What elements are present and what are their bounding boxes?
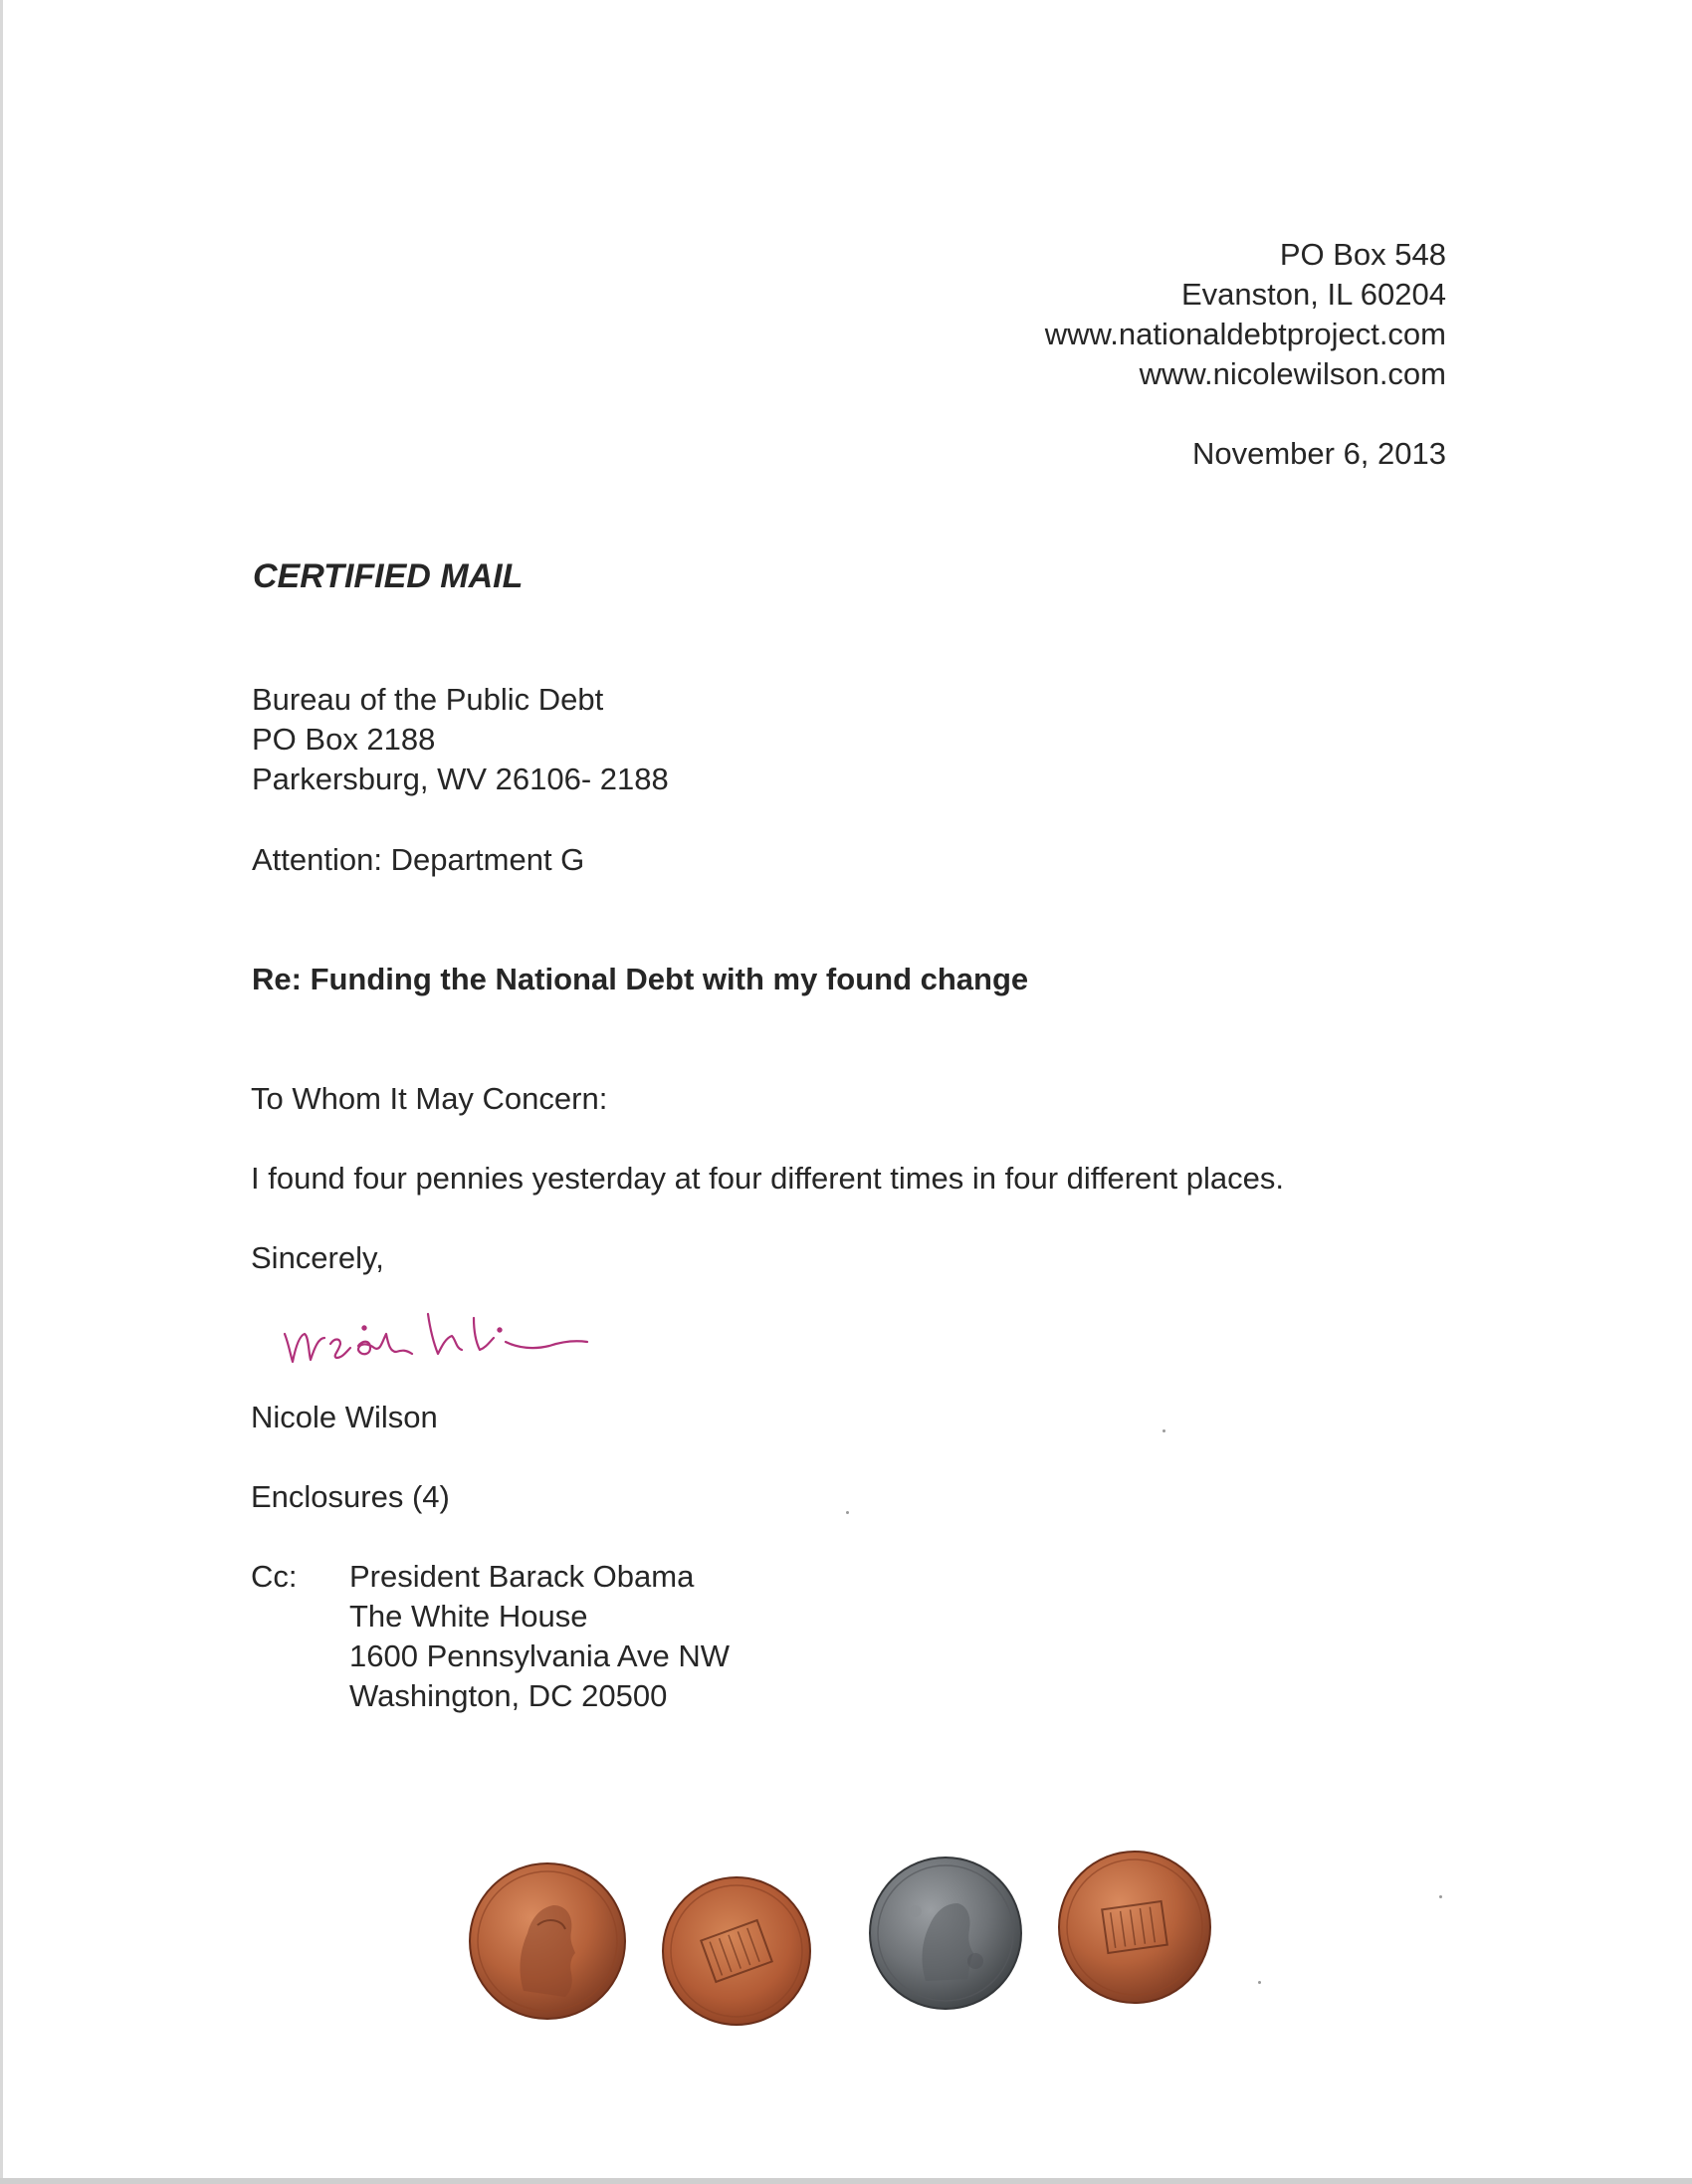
- cc-label: Cc:: [251, 1559, 298, 1594]
- page-bottom-edge: [0, 2178, 1692, 2184]
- sender-line: PO Box 548: [1279, 237, 1446, 272]
- cc-line: 1600 Pennsylvania Ave NW: [349, 1638, 730, 1673]
- penny-tarnished: [870, 1857, 1021, 2009]
- handwritten-signature: [279, 1292, 607, 1372]
- signer-name: Nicole Wilson: [251, 1400, 438, 1434]
- enclosures-note: Enclosures (4): [251, 1479, 450, 1514]
- sender-address: [1045, 235, 1446, 394]
- penny-reverse: [663, 1877, 810, 2025]
- page-left-edge: [0, 0, 3, 2184]
- scan-speck: [1258, 1981, 1261, 1984]
- cc-line: Washington, DC 20500: [349, 1678, 668, 1713]
- sender-website-link[interactable]: www.nicolewilson.com: [1139, 356, 1446, 391]
- salutation: To Whom It May Concern:: [251, 1081, 608, 1116]
- letter-date: November 6, 2013: [1191, 436, 1446, 471]
- enclosed-pennies: [458, 1842, 1234, 2041]
- sender-website-link[interactable]: www.nationaldebtproject.com: [1044, 317, 1446, 351]
- scan-speck: [846, 1511, 849, 1514]
- subject-line: Re: Funding the National Debt with my found change: [252, 962, 1029, 996]
- closing: Sincerely,: [251, 1240, 384, 1275]
- cc-line: President Barack Obama: [349, 1559, 695, 1594]
- recipient-line: PO Box 2188: [252, 722, 436, 757]
- scan-speck: [1163, 1429, 1165, 1432]
- recipient-line: Parkersburg, WV 26106- 2188: [252, 762, 669, 796]
- cc-line: The White House: [349, 1599, 588, 1634]
- penny-reverse: [1059, 1852, 1210, 2003]
- penny-obverse: [470, 1863, 625, 2019]
- recipient-address: [252, 680, 669, 799]
- mail-type-heading: CERTIFIED MAIL: [253, 557, 524, 595]
- attention-line: Attention: Department G: [252, 842, 585, 877]
- letter-body: I found four pennies yesterday at four different times in four different places.: [251, 1161, 1284, 1196]
- sender-line: Evanston, IL 60204: [1181, 277, 1446, 312]
- scan-speck: [1439, 1895, 1442, 1898]
- recipient-line: Bureau of the Public Debt: [252, 682, 604, 717]
- cc-address: [349, 1557, 730, 1716]
